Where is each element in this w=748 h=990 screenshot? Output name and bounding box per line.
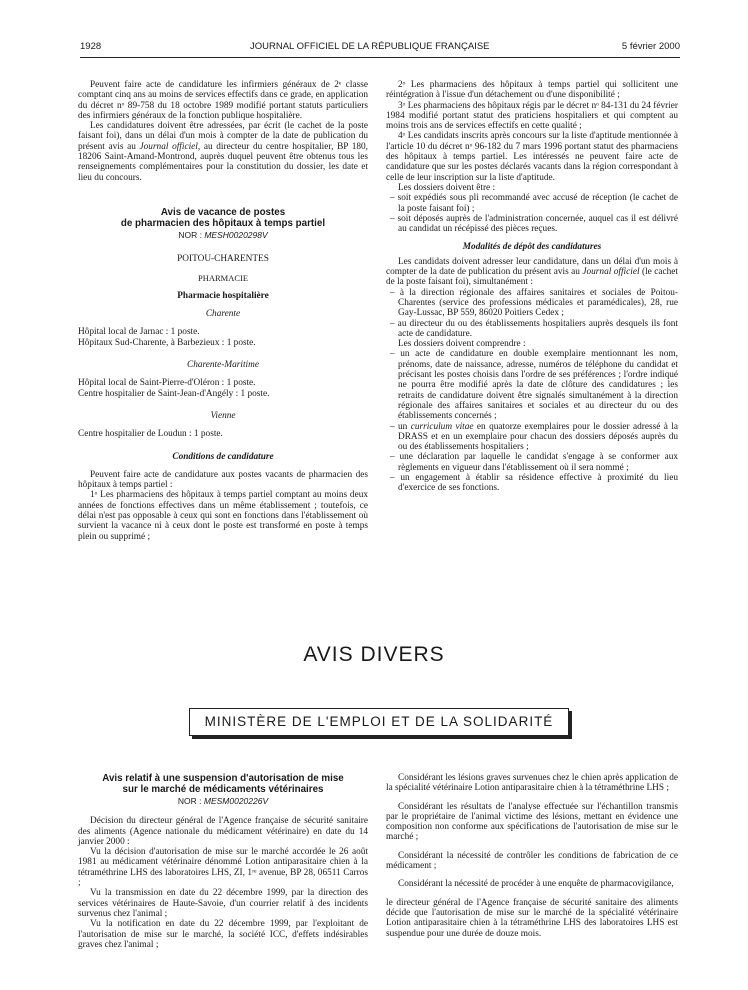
paragraph: Les dossiers doivent comprendre : xyxy=(398,339,526,350)
page-header xyxy=(80,41,680,55)
list-item: – une déclaration par laquelle le candidat s'engage à se conformer aux règlements en vigueur dans l'établissement où il sera nommé ; xyxy=(390,452,678,473)
paragraph: Les candidatures doivent être adressées, par écrit (le cachet de la poste faisant foi), dans un délai d'un mois à compter de la date de publication du présent avis au Journal officiel, au directeur du centre hospitalier, BP 180, 18206 Saint-Amand-Montrond, auprès duquel peuvent être obtenus tous les renseignements complémentaires pour la constitution du dossier, les date et lieu du concours. xyxy=(78,121,369,183)
post-line: Centre hospitalier de Saint-Jean-d'Angély : 1 poste. xyxy=(78,388,270,399)
paragraph: Considérant la nécessité de contrôler les conditions de fabrication de ce médicament ; xyxy=(386,850,678,872)
ministry-banner xyxy=(189,708,569,736)
post-line: Hôpital local de Saint-Pierre-d'Oléron : 1 poste. xyxy=(78,378,256,389)
subsection-heading: Pharmacie hospitalière xyxy=(177,290,269,301)
notice-title-line-1: Avis de vacance de postes xyxy=(160,206,286,218)
paragraph: Vu la notification en date du 22 décembre 1999, par l'exploitant de l'autorisation de mise sur le marché, la société ICC, d'effets indésirables graves chez l'animal ; xyxy=(78,919,368,950)
paragraph: Les dossiers doivent être : xyxy=(398,182,496,193)
journal-title: JOURNAL OFFICIEL DE LA RÉPUBLIQUE FRANÇAISE xyxy=(250,41,490,52)
post-line: Hôpital local de Jarnac : 1 poste. xyxy=(78,327,200,338)
right-column-bottom xyxy=(386,773,678,939)
paragraph: Considérant les résultats de l'analyse effectuée sur l'échantillon transmis par le propriétaire de l'animal victime des lésions, mettant en évidence une composition non conforme aux spécifications de l'autorisation de mise sur le marché ; xyxy=(386,801,678,843)
modalites-heading: Modalités de dépôt des candidatures xyxy=(462,242,602,253)
paragraph: 4ᵒ Les candidats inscrits après concours sur la liste d'aptitude mentionnée à l'article 10 du décret nᵒ 96-182 du 7 mars 1996 portant statut des pharmaciens des hôpitaux à temps partiel. Les intéressés ne peuvent faire acte de candidature que sur les postes déclarés vacants dans la région correspondant à celle de leur inscription sur la liste d'aptitude. xyxy=(386,131,678,183)
paragraph: Décision du directeur général de l'Agence française de sécurité sanitaire des aliments (Agence nationale du médicament vétérinaire) en date du 14 janvier 2000 : xyxy=(78,816,368,847)
nor-reference: NOR : MESH0020298V xyxy=(178,229,268,240)
paragraph: Considérant la nécessité de procéder à une enquête de pharmacovigilance, xyxy=(398,879,674,890)
paragraph: Vu la décision d'autorisation de mise sur le marché accordée le 26 août 1981 au médicament vétérinaire dénommé Lotion antiparasitaire chien à la tétraméthrine LHS des laboratoires LHS, ZI, 1ʳᵉ avenue, BP 28, 06511 Carros ; xyxy=(78,847,368,889)
department-heading: Vienne xyxy=(210,410,236,421)
post-line: Centre hospitalier de Loudun : 1 poste. xyxy=(78,429,223,440)
list-item: – soit expédiés sous pli recommandé avec accusé de réception (le cachet de la poste faisant foi) ; xyxy=(390,193,678,214)
notice-title-line-1: Avis relatif à une suspension d'autorisation de mise xyxy=(102,773,344,784)
paragraph: 1ᵒ Les pharmaciens des hôpitaux à temps partiel comptant au moins deux années de fonctions effectives dans un même établissement ; toutefois, ce délai n'est pas opposable à ceux qui sont en fonctions dans l'établissement où survient la vacance ni à ceux dont le poste est transformé en poste à temps plein ou supprimé ; xyxy=(78,490,368,542)
left-column-bottom xyxy=(78,773,368,950)
paragraph: Peuvent faire acte de candidature les infirmiers généraux de 2ᵉ classe comptant cinq ans au moins de services effectifs dans ce grade, en application du décret nᵒ 89-758 du 18 octobre 1989 modifié portant statuts particuliers des infirmiers généraux de la fonction publique hospitalière. xyxy=(78,80,368,121)
avis-divers-title: AVIS DIVERS xyxy=(303,643,445,666)
department-heading: Charente-Maritime xyxy=(187,360,259,371)
section-heading: PHARMACIE xyxy=(197,272,249,283)
nor-reference: NOR : MESM0020226V xyxy=(177,796,269,806)
list-item: – au directeur du ou des établissements hospitaliers auprès desquels ils font acte de candidature. xyxy=(390,318,678,339)
journal-officiel-ref: Journal officiel xyxy=(139,141,198,152)
region-heading: POITOU-CHARENTES xyxy=(177,254,269,265)
list-item: – un engagement à établir sa résidence effective à proximité du lieu d'exercice de ses fonctions. xyxy=(390,472,678,494)
list-item: – à la direction régionale des affaires sanitaires et sociales de Poitou-Charentes (service des professions médicales et paramédicales), 28, rue Gay-Lussac, BP 559, 86020 Poitiers Cedex ; xyxy=(390,287,678,319)
list-item: – un acte de candidature en double exemplaire mentionnant les nom, prénoms, date de naissance, adresse, numéros de téléphone du candidat et précisant les postes choisis dans l'ordre de ses préférences ; l'ordre indiqué ne pourra être modifié après la date de clôture des candidatures ; les retraits de candidature doivent être signalés simultanément à la direction régionale des affaires sanitaires et sociales et au directeur du ou des établissements concernés ; xyxy=(390,349,678,422)
list-item: – soit déposés auprès de l'administration concernée, auquel cas il est délivré au candidat un récépissé des pièces reçues. xyxy=(390,213,678,235)
conditions-heading: Conditions de candidature xyxy=(172,451,274,462)
post-line: Hôpitaux Sud-Charente, à Barbezieux : 1 poste. xyxy=(78,337,256,348)
header-rule xyxy=(80,57,680,58)
ministry-name: MINISTÈRE DE L'EMPLOI ET DE LA SOLIDARITÉ xyxy=(204,714,554,729)
issue-date: 5 février 2000 xyxy=(621,41,680,52)
paragraph: Vu la transmission en date du 22 décembre 1999, par la direction des services vétérinaires de Haute-Savoie, d'un courrier relatif à des incidents survenus chez l'animal ; xyxy=(78,888,368,919)
right-column-top xyxy=(386,80,678,494)
notice-title-line-2: sur le marché de médicaments vétérinaires xyxy=(122,784,324,795)
department-heading: Charente xyxy=(205,309,241,320)
journal-officiel-ref: Journal officiel xyxy=(582,267,640,278)
list-item: – un curriculum vitae en quatorze exemplaires pour le dossier adressé à la DRASS et en un exemplaire pour chacun des dossiers déposés auprès du ou des établissements hospitaliers ; xyxy=(390,421,678,453)
paragraph: Les candidats doivent adresser leur candidature, dans un délai d'un mois à compter de la date de publication du présent avis au Journal officiel (le cachet de la poste faisant foi), simultanément : xyxy=(386,256,678,288)
paragraph: 2ᵒ Les pharmaciens des hôpitaux à temps partiel qui sollicitent une réintégration à l'issue d'un détachement ou d'une disponibilité ; xyxy=(386,80,678,101)
left-column-top xyxy=(78,80,368,542)
paragraph: Peuvent faire acte de candidature aux postes vacants de pharmacien des hôpitaux à temps partiel : xyxy=(78,469,368,491)
page-number: 1928 xyxy=(80,41,102,52)
paragraph: le directeur général de l'Agence française de sécurité sanitaire des aliments décide que l'autorisation de mise sur le marché de la spécialité vétérinaire Lotion antiparasitaire chien à la tétraméthrine LHS des laboratoires LHS est suspendue pour une durée de douze mois. xyxy=(386,897,678,939)
notice-title-line-2: de pharmacien des hôpitaux à temps partiel xyxy=(120,217,326,229)
paragraph: 3ᵒ Les pharmaciens des hôpitaux régis par le décret nᵒ 84-131 du 24 février 1984 modifié portant statut des praticiens hospitaliers et qui comptent au moins trois ans de services effectifs en cette qualité ; xyxy=(386,100,678,132)
paragraph: Considérant les lésions graves survenues chez le chien après application de la spécialité vétérinaire Lotion antiparasitaire chien à la tétraméthrine LHS ; xyxy=(386,773,678,794)
